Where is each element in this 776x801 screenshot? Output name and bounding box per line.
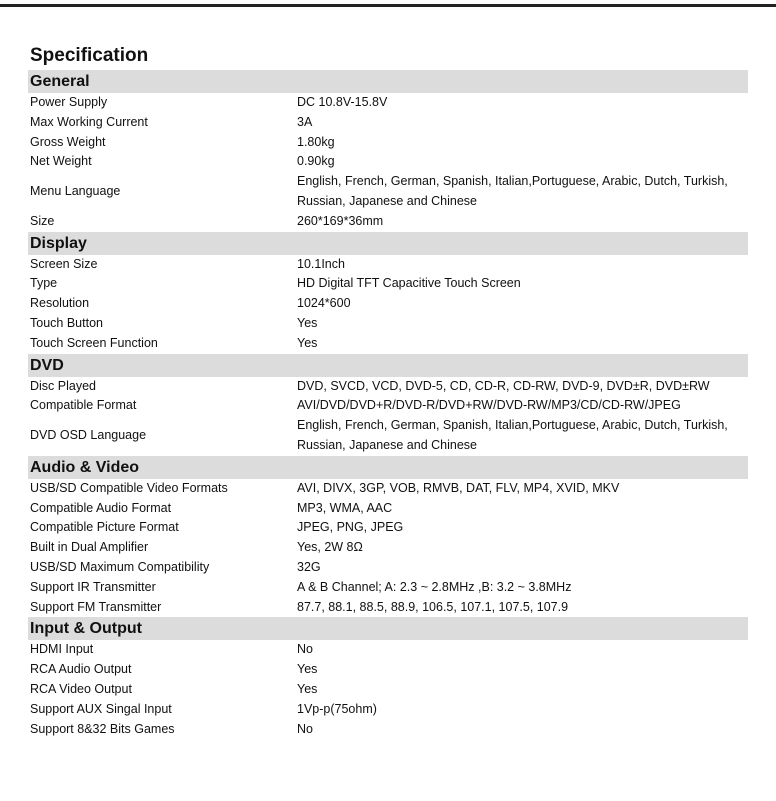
table-row bbox=[28, 700, 748, 720]
page-title: Specification bbox=[30, 45, 149, 66]
table-row bbox=[28, 274, 748, 294]
section-header: DVD bbox=[28, 354, 748, 377]
spec-label: Compatible Format bbox=[30, 398, 137, 413]
spec-label: HDMI Input bbox=[30, 642, 94, 657]
table-row bbox=[28, 294, 748, 314]
spec-value: MP3, WMA, AAC bbox=[297, 500, 393, 515]
spec-label: Net Weight bbox=[30, 154, 92, 169]
spec-value: 1024*600 bbox=[297, 296, 351, 311]
spec-label: Support 8&32 Bits Games bbox=[30, 721, 175, 736]
table-row bbox=[28, 334, 748, 354]
spec-value: HD Digital TFT Capacitive Touch Screen bbox=[297, 276, 521, 291]
spec-label: Type bbox=[30, 276, 58, 291]
spec-value: 87.7, 88.1, 88.5, 88.9, 106.5, 107.1, 107.5, 107.9 bbox=[297, 599, 569, 614]
spec-label: Support FM Transmitter bbox=[30, 599, 162, 614]
table-row bbox=[28, 416, 748, 456]
table-row bbox=[28, 255, 748, 275]
spec-label: Compatible Picture Format bbox=[30, 520, 179, 535]
spec-value: 260*169*36mm bbox=[297, 213, 384, 228]
spec-value: English, French, German, Spanish, Italian,Portuguese, Arabic, Dutch, Turkish, Russian, Japanese and Chinese bbox=[297, 418, 728, 452]
spec-value: Yes bbox=[297, 662, 318, 677]
spec-value: AVI, DIVX, 3GP, VOB, RMVB, DAT, FLV, MP4, XVID, MKV bbox=[297, 480, 620, 495]
section-header: Audio & Video bbox=[28, 456, 748, 479]
spec-label: Screen Size bbox=[30, 256, 98, 271]
spec-value: 1Vp-p(75ohm) bbox=[297, 701, 377, 716]
table-row bbox=[28, 172, 748, 212]
table-row bbox=[28, 152, 748, 172]
spec-value: No bbox=[297, 642, 313, 657]
spec-label: Support AUX Singal Input bbox=[30, 701, 172, 716]
spec-label: Built in Dual Amplifier bbox=[30, 540, 149, 555]
spec-label: RCA Audio Output bbox=[30, 662, 132, 677]
spec-value: Yes bbox=[297, 681, 318, 696]
spec-label: Touch Button bbox=[30, 315, 103, 330]
table-row bbox=[28, 377, 748, 397]
spec-value: English, French, German, Spanish, Italian,Portuguese, Arabic, Dutch, Turkish, Russian, Japanese and Chinese bbox=[297, 174, 728, 208]
section-input-output bbox=[28, 617, 748, 739]
spec-label: RCA Video Output bbox=[30, 681, 132, 696]
spec-value: 10.1Inch bbox=[297, 256, 345, 271]
spec-label: Size bbox=[30, 213, 55, 228]
table-row bbox=[28, 558, 748, 578]
spec-label: Gross Weight bbox=[30, 134, 106, 149]
spec-label: Power Supply bbox=[30, 95, 108, 109]
spec-value: 32G bbox=[297, 559, 321, 574]
spec-value: 3A bbox=[297, 114, 313, 129]
table-row bbox=[28, 720, 748, 740]
section-header: Display bbox=[28, 232, 748, 255]
spec-value: 0.90kg bbox=[297, 154, 335, 169]
table-row bbox=[28, 93, 748, 113]
spec-value: JPEG, PNG, JPEG bbox=[297, 520, 404, 535]
spec-label: DVD OSD Language bbox=[30, 428, 147, 443]
spec-label: Disc Played bbox=[30, 378, 96, 393]
spec-value: DC 10.8V-15.8V bbox=[297, 95, 388, 109]
table-row bbox=[28, 396, 748, 416]
section-general bbox=[28, 70, 748, 232]
section-display bbox=[28, 232, 748, 354]
spec-label: Support IR Transmitter bbox=[30, 579, 156, 594]
spec-value: Yes bbox=[297, 335, 318, 350]
table-row bbox=[28, 578, 748, 598]
table-row bbox=[28, 479, 748, 499]
table-row bbox=[28, 133, 748, 153]
section-header: General bbox=[28, 70, 748, 93]
section-header: Input & Output bbox=[28, 617, 748, 640]
spec-value: DVD, SVCD, VCD, DVD-5, CD, CD-R, CD-RW, DVD-9, DVD±R, DVD±RW bbox=[297, 378, 710, 393]
spec-value: A & B Channel; A: 2.3 ~ 2.8MHz ,B: 3.2 ~ 3.8MHz bbox=[297, 579, 572, 594]
table-row bbox=[28, 680, 748, 700]
table-row bbox=[28, 499, 748, 519]
spec-value: AVI/DVD/DVD+R/DVD-R/DVD+RW/DVD-RW/MP3/CD/CD-RW/JPEG bbox=[297, 398, 681, 413]
spec-value: No bbox=[297, 721, 313, 736]
spec-value: Yes bbox=[297, 315, 318, 330]
table-row bbox=[28, 314, 748, 334]
top-divider bbox=[0, 4, 776, 7]
table-row bbox=[28, 660, 748, 680]
spec-label: USB/SD Compatible Video Formats bbox=[30, 480, 228, 495]
table-row bbox=[28, 598, 748, 618]
spec-label: Compatible Audio Format bbox=[30, 500, 172, 515]
spec-label: Resolution bbox=[30, 296, 90, 311]
section-audio-video bbox=[28, 456, 748, 618]
specification-table bbox=[28, 42, 748, 739]
table-row bbox=[28, 538, 748, 558]
table-row bbox=[28, 518, 748, 538]
table-row bbox=[28, 640, 748, 660]
spec-label: USB/SD Maximum Compatibility bbox=[30, 559, 210, 574]
spec-label: Menu Language bbox=[30, 184, 121, 199]
spec-label: Max Working Current bbox=[30, 114, 148, 129]
section-dvd bbox=[28, 354, 748, 456]
table-row bbox=[28, 212, 748, 232]
spec-value: 1.80kg bbox=[297, 134, 335, 149]
spec-label: Touch Screen Function bbox=[30, 335, 158, 350]
spec-value: Yes, 2W 8Ω bbox=[297, 540, 363, 555]
table-row bbox=[28, 113, 748, 133]
